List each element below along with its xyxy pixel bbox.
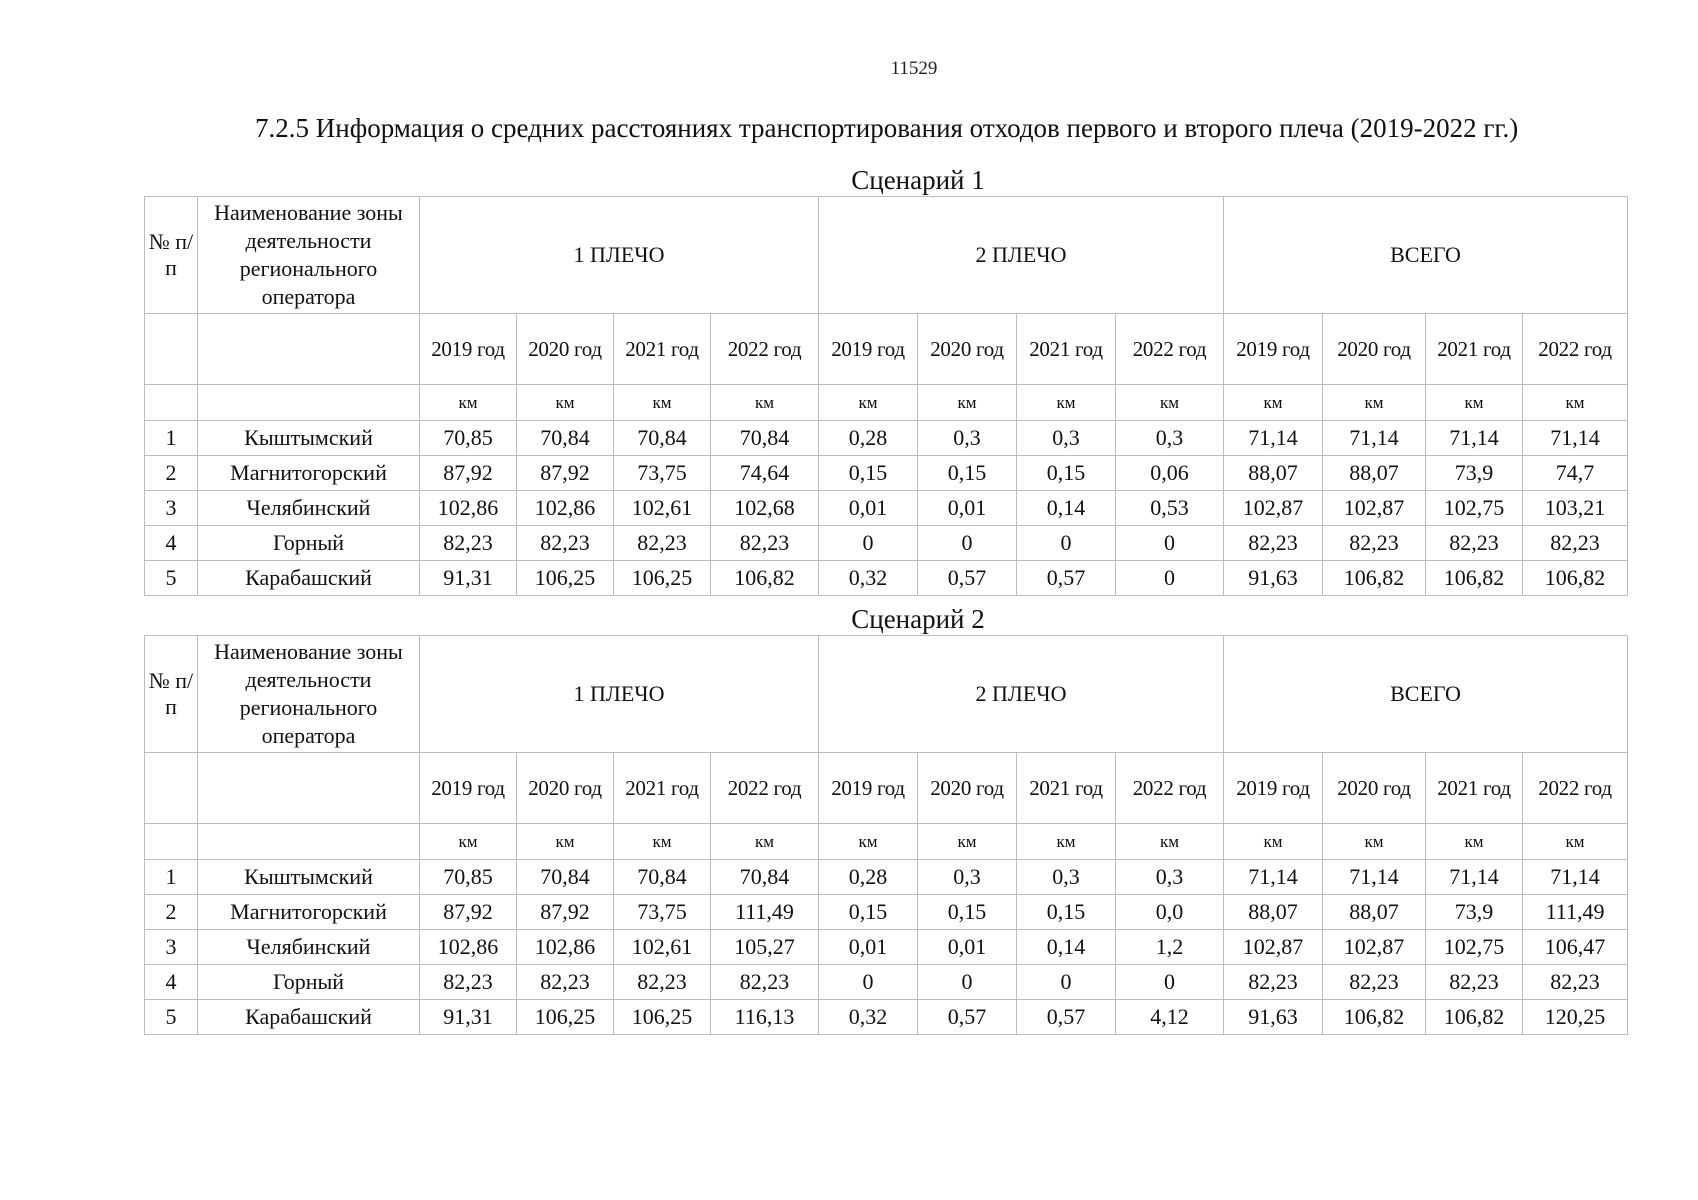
zone-name: Магнитогорский: [198, 895, 420, 930]
distance-value: 87,92: [517, 895, 614, 930]
distance-value: 102,86: [517, 491, 614, 526]
distance-value: 1,2: [1116, 930, 1224, 965]
distance-value: 102,86: [420, 491, 517, 526]
zone-name: Горный: [198, 965, 420, 1000]
distance-value: 82,23: [711, 965, 819, 1000]
year-header: 2022 год: [1523, 753, 1628, 824]
distance-value: 71,14: [1323, 421, 1426, 456]
distance-value: 0,57: [918, 561, 1017, 596]
year-header: 2019 год: [819, 753, 918, 824]
distance-value: 0,01: [918, 930, 1017, 965]
table-row: [145, 1000, 1628, 1035]
zone-name: Челябинский: [198, 930, 420, 965]
distance-value: 0,0: [1116, 895, 1224, 930]
distance-value: 106,25: [517, 561, 614, 596]
distance-value: 91,63: [1224, 1000, 1323, 1035]
year-header: 2020 год: [517, 314, 614, 385]
row-number: 3: [145, 491, 198, 526]
distance-value: 0,28: [819, 860, 918, 895]
distance-value: 4,12: [1116, 1000, 1224, 1035]
unit-label: км: [1017, 385, 1116, 421]
year-header: 2020 год: [1323, 314, 1426, 385]
zone-name: Челябинский: [198, 491, 420, 526]
distance-value: 102,61: [614, 491, 711, 526]
empty-cell: [145, 824, 198, 860]
distance-value: 82,23: [614, 965, 711, 1000]
empty-cell: [198, 753, 420, 824]
distance-value: 82,23: [1323, 526, 1426, 561]
empty-cell: [198, 824, 420, 860]
distance-value: 0,14: [1017, 930, 1116, 965]
row-number: 5: [145, 1000, 198, 1035]
distance-value: 0: [1116, 965, 1224, 1000]
year-header: 2019 год: [420, 753, 517, 824]
header-number: № п/п: [145, 636, 198, 753]
row-number: 4: [145, 526, 198, 561]
unit-label: км: [711, 385, 819, 421]
row-number: 2: [145, 456, 198, 491]
distance-value: 71,14: [1224, 860, 1323, 895]
unit-label: км: [1017, 824, 1116, 860]
year-header: 2021 год: [1426, 753, 1523, 824]
table-row: [145, 561, 1628, 596]
table-row: [145, 421, 1628, 456]
distance-value: 106,82: [1323, 561, 1426, 596]
unit-label: км: [517, 824, 614, 860]
distance-value: 73,75: [614, 456, 711, 491]
distance-value: 70,84: [614, 860, 711, 895]
distance-value: 0,3: [1116, 421, 1224, 456]
distance-value: 0: [918, 965, 1017, 1000]
empty-cell: [145, 314, 198, 385]
year-header: 2021 год: [1017, 753, 1116, 824]
distance-value: 106,47: [1523, 930, 1628, 965]
distance-value: 82,23: [1523, 965, 1628, 1000]
unit-label: км: [1224, 824, 1323, 860]
distance-value: 82,23: [420, 965, 517, 1000]
distance-value: 106,82: [1426, 561, 1523, 596]
distance-value: 87,92: [420, 895, 517, 930]
year-header: 2022 год: [711, 314, 819, 385]
distance-value: 0,01: [918, 491, 1017, 526]
year-header: 2021 год: [1017, 314, 1116, 385]
table-row: [145, 895, 1628, 930]
distance-value: 0: [1116, 526, 1224, 561]
distance-value: 102,86: [517, 930, 614, 965]
distance-value: 102,87: [1323, 930, 1426, 965]
unit-label: км: [918, 824, 1017, 860]
empty-cell: [198, 385, 420, 421]
unit-label: км: [517, 385, 614, 421]
empty-cell: [198, 314, 420, 385]
distance-value: 82,23: [517, 526, 614, 561]
distance-value: 0,57: [1017, 561, 1116, 596]
year-header: 2020 год: [918, 753, 1017, 824]
distance-value: 82,23: [1224, 526, 1323, 561]
distance-value: 0: [1017, 526, 1116, 561]
distance-value: 0,15: [918, 895, 1017, 930]
distance-value: 82,23: [1523, 526, 1628, 561]
distance-value: 106,82: [711, 561, 819, 596]
zone-name: Горный: [198, 526, 420, 561]
year-header: 2021 год: [614, 753, 711, 824]
distance-value: 73,9: [1426, 456, 1523, 491]
unit-label: км: [1426, 385, 1523, 421]
header-zone-name: Наименование зоны деятельности регионального оператора: [198, 636, 420, 753]
distance-value: 102,87: [1224, 930, 1323, 965]
distance-value: 102,68: [711, 491, 819, 526]
distance-value: 0,57: [918, 1000, 1017, 1035]
unit-label: км: [819, 385, 918, 421]
unit-label: км: [1116, 385, 1224, 421]
distance-value: 120,25: [1523, 1000, 1628, 1035]
header-leg-2: 2 ПЛЕЧО: [819, 197, 1224, 314]
zone-name: Карабашский: [198, 561, 420, 596]
distance-value: 0: [819, 526, 918, 561]
distance-value: 82,23: [517, 965, 614, 1000]
distance-value: 0,32: [819, 561, 918, 596]
distance-value: 0: [918, 526, 1017, 561]
distance-value: 0,3: [1017, 421, 1116, 456]
distance-value: 88,07: [1323, 895, 1426, 930]
scenario-2-table: [144, 635, 1628, 1035]
row-number: 1: [145, 421, 198, 456]
distance-value: 82,23: [614, 526, 711, 561]
year-header: 2019 год: [1224, 753, 1323, 824]
unit-label: км: [1323, 385, 1426, 421]
distance-value: 102,86: [420, 930, 517, 965]
distance-value: 106,25: [517, 1000, 614, 1035]
distance-value: 88,07: [1323, 456, 1426, 491]
distance-value: 91,31: [420, 561, 517, 596]
distance-value: 106,82: [1426, 1000, 1523, 1035]
distance-value: 82,23: [1323, 965, 1426, 1000]
distance-value: 0: [819, 965, 918, 1000]
distance-value: 0,06: [1116, 456, 1224, 491]
year-header: 2022 год: [711, 753, 819, 824]
year-header: 2022 год: [1116, 314, 1224, 385]
distance-value: 103,21: [1523, 491, 1628, 526]
header-number: № п/п: [145, 197, 198, 314]
distance-value: 0,3: [1116, 860, 1224, 895]
distance-value: 70,85: [420, 860, 517, 895]
unit-label: км: [918, 385, 1017, 421]
unit-label: км: [711, 824, 819, 860]
year-header: 2019 год: [819, 314, 918, 385]
distance-value: 0,3: [918, 421, 1017, 456]
distance-value: 71,14: [1426, 421, 1523, 456]
distance-value: 71,14: [1426, 860, 1523, 895]
distance-value: 74,64: [711, 456, 819, 491]
distance-value: 74,7: [1523, 456, 1628, 491]
table-row: [145, 860, 1628, 895]
distance-value: 70,84: [517, 860, 614, 895]
unit-label: км: [1523, 385, 1628, 421]
distance-value: 70,85: [420, 421, 517, 456]
year-header: 2021 год: [614, 314, 711, 385]
zone-name: Карабашский: [198, 1000, 420, 1035]
distance-value: 71,14: [1523, 860, 1628, 895]
distance-value: 82,23: [420, 526, 517, 561]
row-number: 1: [145, 860, 198, 895]
distance-value: 91,63: [1224, 561, 1323, 596]
row-number: 2: [145, 895, 198, 930]
distance-value: 106,82: [1523, 561, 1628, 596]
unit-label: км: [1426, 824, 1523, 860]
unit-label: км: [1323, 824, 1426, 860]
distance-value: 105,27: [711, 930, 819, 965]
distance-value: 0,32: [819, 1000, 918, 1035]
unit-label: км: [1523, 824, 1628, 860]
unit-label: км: [1224, 385, 1323, 421]
distance-value: 0,15: [819, 895, 918, 930]
header-total: ВСЕГО: [1224, 636, 1628, 753]
distance-value: 111,49: [711, 895, 819, 930]
year-header: 2021 год: [1426, 314, 1523, 385]
distance-value: 88,07: [1224, 456, 1323, 491]
year-header: 2019 год: [420, 314, 517, 385]
table-row: [145, 965, 1628, 1000]
distance-value: 0,15: [1017, 895, 1116, 930]
table-row: [145, 456, 1628, 491]
distance-value: 82,23: [1224, 965, 1323, 1000]
distance-value: 102,75: [1426, 491, 1523, 526]
year-header: 2020 год: [517, 753, 614, 824]
distance-value: 0,15: [918, 456, 1017, 491]
distance-value: 0,28: [819, 421, 918, 456]
distance-value: 82,23: [1426, 965, 1523, 1000]
header-leg-1: 1 ПЛЕЧО: [420, 636, 819, 753]
table-row: [145, 930, 1628, 965]
header-leg-1: 1 ПЛЕЧО: [420, 197, 819, 314]
distance-value: 87,92: [517, 456, 614, 491]
unit-label: км: [420, 824, 517, 860]
year-header: 2020 год: [1323, 753, 1426, 824]
distance-value: 106,82: [1323, 1000, 1426, 1035]
header-zone-name: Наименование зоны деятельности регионального оператора: [198, 197, 420, 314]
distance-value: 88,07: [1224, 895, 1323, 930]
distance-value: 0,3: [1017, 860, 1116, 895]
empty-cell: [145, 753, 198, 824]
distance-value: 73,9: [1426, 895, 1523, 930]
distance-value: 102,61: [614, 930, 711, 965]
distance-value: 82,23: [711, 526, 819, 561]
distance-value: 106,25: [614, 561, 711, 596]
distance-value: 0: [1017, 965, 1116, 1000]
distance-value: 0,15: [1017, 456, 1116, 491]
table-row: [145, 491, 1628, 526]
unit-label: км: [614, 385, 711, 421]
year-header: 2022 год: [1523, 314, 1628, 385]
distance-value: 71,14: [1224, 421, 1323, 456]
distance-value: 0,15: [819, 456, 918, 491]
empty-cell: [145, 385, 198, 421]
header-total: ВСЕГО: [1224, 197, 1628, 314]
distance-value: 102,75: [1426, 930, 1523, 965]
section-heading: 7.2.5 Информация о средних расстояниях транспортирования отходов первого и второго плеча (2019-2022 гг.): [255, 113, 1519, 143]
scenario-2-title: Сценарий 2: [851, 604, 985, 634]
scenario-1-table: [144, 196, 1628, 596]
year-header: 2019 год: [1224, 314, 1323, 385]
page-number: 11529: [890, 58, 938, 79]
distance-value: 111,49: [1523, 895, 1628, 930]
distance-value: 116,13: [711, 1000, 819, 1035]
zone-name: Магнитогорский: [198, 456, 420, 491]
year-header: 2020 год: [918, 314, 1017, 385]
distance-value: 0,14: [1017, 491, 1116, 526]
distance-value: 102,87: [1224, 491, 1323, 526]
distance-value: 70,84: [711, 860, 819, 895]
row-number: 3: [145, 930, 198, 965]
unit-label: км: [1116, 824, 1224, 860]
distance-value: 82,23: [1426, 526, 1523, 561]
distance-value: 70,84: [711, 421, 819, 456]
distance-value: 71,14: [1523, 421, 1628, 456]
scenario-1-title: Сценарий 1: [851, 165, 985, 195]
year-header: 2022 год: [1116, 753, 1224, 824]
row-number: 4: [145, 965, 198, 1000]
distance-value: 106,25: [614, 1000, 711, 1035]
zone-name: Кыштымский: [198, 860, 420, 895]
distance-value: 71,14: [1323, 860, 1426, 895]
zone-name: Кыштымский: [198, 421, 420, 456]
distance-value: 0,01: [819, 930, 918, 965]
distance-value: 0,3: [918, 860, 1017, 895]
distance-value: 70,84: [614, 421, 711, 456]
distance-value: 0: [1116, 561, 1224, 596]
distance-value: 0,53: [1116, 491, 1224, 526]
distance-value: 102,87: [1323, 491, 1426, 526]
distance-value: 70,84: [517, 421, 614, 456]
unit-label: км: [420, 385, 517, 421]
distance-value: 73,75: [614, 895, 711, 930]
unit-label: км: [819, 824, 918, 860]
distance-value: 0,57: [1017, 1000, 1116, 1035]
distance-value: 0,01: [819, 491, 918, 526]
table-row: [145, 526, 1628, 561]
unit-label: км: [614, 824, 711, 860]
header-leg-2: 2 ПЛЕЧО: [819, 636, 1224, 753]
row-number: 5: [145, 561, 198, 596]
distance-value: 87,92: [420, 456, 517, 491]
distance-value: 91,31: [420, 1000, 517, 1035]
